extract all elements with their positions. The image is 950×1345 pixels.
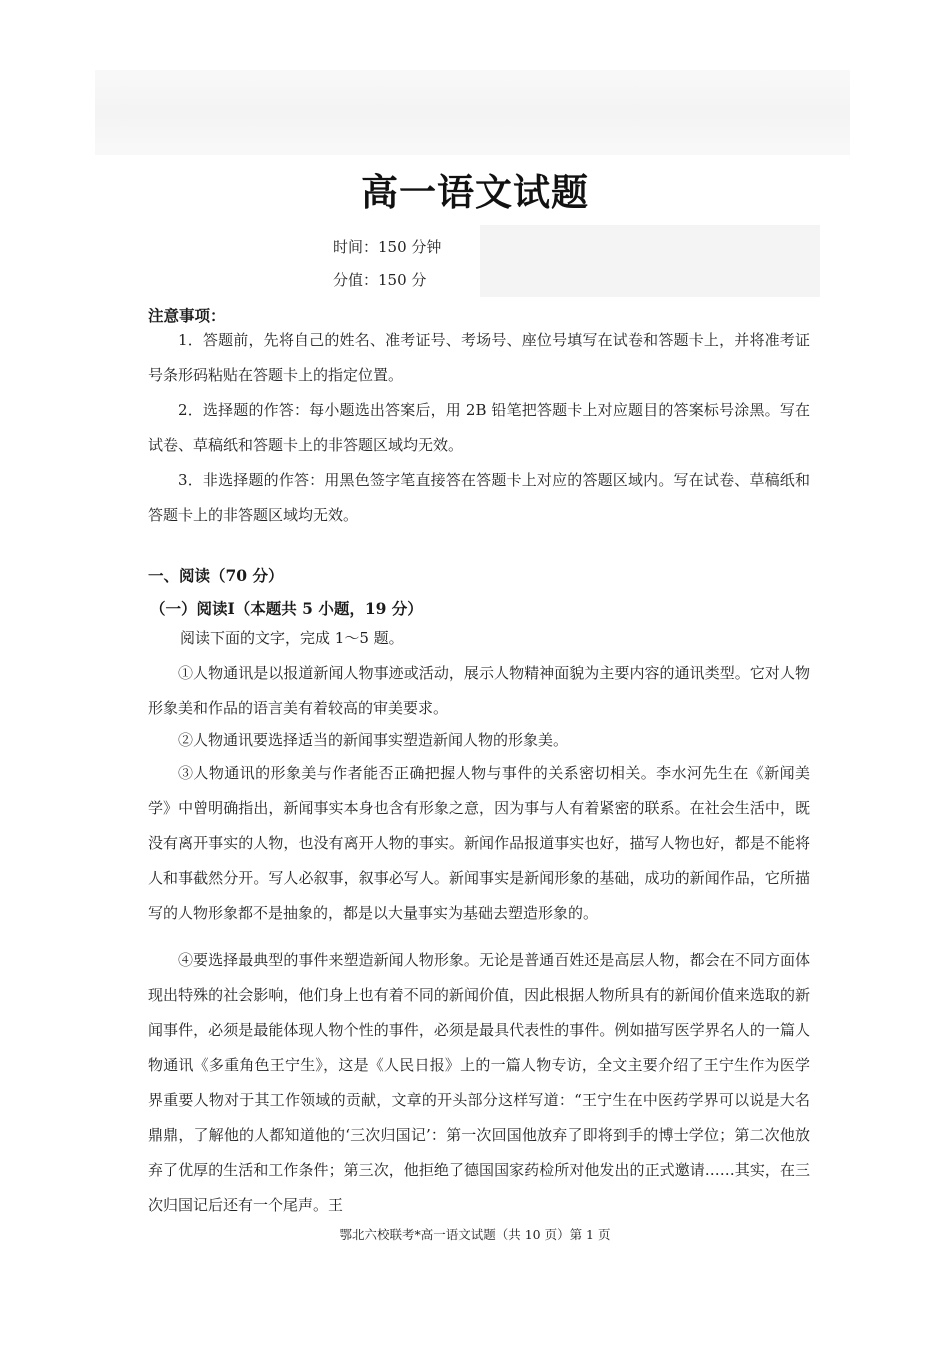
subsection-heading: （一）阅读I（本题共 5 小题，19 分）	[150, 599, 423, 618]
notice-item: 1．答题前，先将自己的姓名、准考证号、考场号、座位号填写在试卷和答题卡上，并将准考证号条形码粘贴在答题卡上的指定位置。	[148, 331, 810, 384]
paragraph: ②人物通讯要选择适当的新闻事实塑造新闻人物的形象美。	[178, 731, 569, 749]
section-heading: 一、阅读（70 分）	[148, 566, 284, 585]
instruction: 阅读下面的文字，完成 1～5 题。	[180, 629, 404, 647]
notice-item: 2．选择题的作答：每小题选出答案后，用 2B 铅笔把答题卡上对应题目的答案标号涂黑。写在试卷、草稿纸和答题卡上的非答题区域均无效。	[148, 401, 810, 454]
page-footer: 鄂北六校联考*高一语文试题（共 10 页）第 1 页	[339, 1227, 611, 1242]
page-title: 高一语文试题	[361, 170, 589, 214]
exam-time: 时间：150 分钟	[333, 238, 442, 256]
scan-smudge	[480, 225, 820, 297]
exam-score: 分值：150 分	[333, 271, 427, 289]
notice-heading: 注意事项：	[148, 306, 226, 325]
notice-item: 3．非选择题的作答：用黑色签字笔直接答在答题卡上对应的答题区域内。写在试卷、草稿纸和答题卡上的非答题区域均无效。	[148, 471, 810, 524]
paragraph: ③人物通讯的形象美与作者能否正确把握人物与事件的关系密切相关。李水河先生在《新闻美学》中曾明确指出，新闻事实本身也含有形象之意，因为事与人有着紧密的联系。在社会生活中，既没有离开事实的人物，也没有离开人物的事实。新闻作品报道事实也好，描写人物也好，都是不能将人和事截然分开。写人必叙事，叙事必写人。新闻事实是新闻形象的基础，成功的新闻作品，它所描写的人物形象都不是抽象的，都是以大量事实为基础去塑造形象的。	[148, 764, 810, 922]
paragraph: ①人物通讯是以报道新闻人物事迹或活动，展示人物精神面貌为主要内容的通讯类型。它对人物形象美和作品的语言美有着较高的审美要求。	[148, 664, 810, 717]
paragraph: ④要选择最典型的事件来塑造新闻人物形象。无论是普通百姓还是高层人物，都会在不同方面体现出特殊的社会影响，他们身上也有着不同的新闻价值，因此根据人物所具有的新闻价值来选取的新闻事件，必须是最能体现人物个性的事件，必须是最具代表性的事件。例如描写医学界名人的一篇人物通讯《多重角色王宁生》，这是《人民日报》上的一篇人物专访，全文主要介绍了王宁生作为医学界重要人物对于其工作领域的贡献，文章的开头部分这样写道：“王宁生在中医药学界可以说是大名鼎鼎，了解他的人都知道他的‘三次归国记’：第一次回国他放弃了即将到手的博士学位；第二次他放弃了优厚的生活和工作条件；第三次，他拒绝了德国国家药检所对他发出的正式邀请……其实，在三次归国记后还有一个尾声。王	[148, 951, 810, 1214]
scan-smudge	[95, 70, 850, 155]
